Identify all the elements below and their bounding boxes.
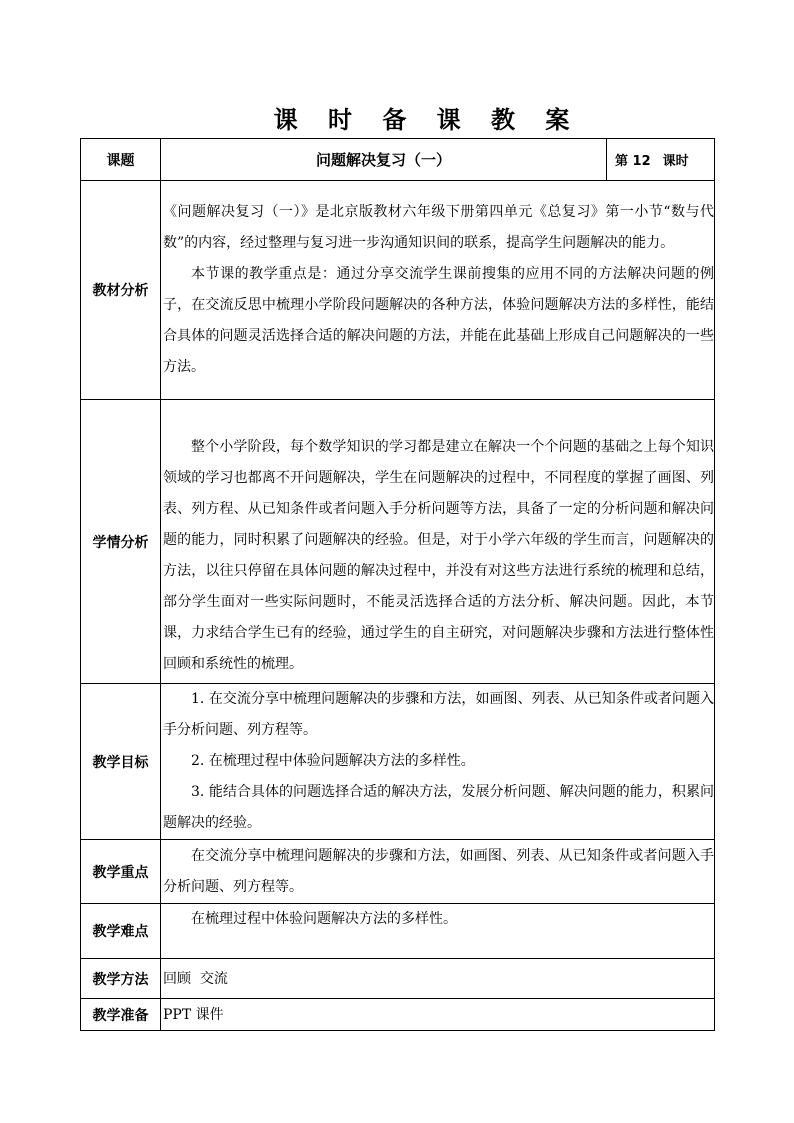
objective-item: 1. 在交流分享中梳理问题解决的步骤和方法，如画图、列表、从已知条件或者问题入手分析问题、列方程等。 [163,691,714,738]
topic-value: 问题解决复习（一） [161,139,607,181]
objectives-row [81,684,715,840]
difficulties-text: 在梳理过程中体验问题解决方法的多样性。 [191,911,457,927]
lesson-suffix: 课时 [662,154,689,169]
preparation-text: PPT 课件 [163,1006,224,1023]
textbook-analysis-label: 教材分析 [81,181,161,400]
methods-content [161,959,715,999]
student-analysis-paragraph: 整个小学阶段，每个数学知识的学习都是建立在解决一个个问题的基础之上每个知识领域的学习也都离不开问题解决，学生在问题解决的过程中，不同程度的掌握了画图、列表、列方程、从已知条件或者问题入手分析问题等方法，具备了一定的分析问题和解决问题的能力，同时积累了问题解决的经验。但是，对于小学六年级的学生而言，问题解决的方法，以往只停留在具体问题的解决过程中，并没有对这些方法进行系统的梳理和总结，部分学生面对一些实际问题时，不能灵活选择合适的方法分析、解决问题。因此，本节课，力求结合学生已有的经验，通过学生的自主研究，对问题解决步骤和方法进行整体性回顾和系统性的梳理。 [163,438,714,672]
preparation-row [81,999,715,1031]
topic-row [81,139,715,181]
textbook-analysis-paragraph: 本节课的教学重点是：通过分享交流学生课前搜集的应用不同的方法解决问题的例子，在交流反思中梳理小学阶段问题解决的各种方法，体验问题解决方法的多样性，能结合具体的问题灵活选择合适的解决问题的方法，并能在此基础上形成自己问题解决的一些方法。 [163,266,714,375]
objective-item: 3. 能结合具体的问题选择合适的解决方法，发展分析问题、解决问题的能力，积累问题解决的经验。 [163,784,714,831]
lesson-number [607,139,715,181]
objectives-content [161,684,715,840]
difficulties-content [161,904,715,959]
preparation-content [161,999,715,1031]
key-points-text: 在交流分享中梳理问题解决的步骤和方法，如画图、列表、从已知条件或者问题入手分析问题、列方程等。 [163,847,714,895]
key-points-content [161,840,715,904]
key-points-label: 教学重点 [81,840,161,904]
textbook-analysis-content [161,181,715,400]
student-analysis-label: 学情分析 [81,400,161,684]
textbook-analysis-paragraph: 《问题解决复习（一）》是北京版教材六年级下册第四单元《总复习》第一小节“数与代数”的内容，经过整理与复习进一步沟通知识间的联系，提高学生问题解决的能力。 [163,204,714,251]
preparation-label: 教学准备 [81,999,161,1031]
difficulties-row [81,904,715,959]
lesson-plan-table [80,138,715,1031]
student-analysis-row [81,400,715,684]
textbook-analysis-row [81,181,715,400]
objective-item: 2. 在梳理过程中体验问题解决方法的多样性。 [191,753,475,769]
methods-text: 回顾 交流 [163,970,228,987]
lesson-prefix: 第 12 [615,154,651,169]
objectives-label: 教学目标 [81,684,161,840]
methods-row [81,959,715,999]
student-analysis-content [161,400,715,684]
methods-label: 教学方法 [81,959,161,999]
difficulties-label: 教学难点 [81,904,161,959]
page-title: 课 时 备 课 教 案 [273,106,581,134]
key-points-row [81,840,715,904]
topic-label: 课题 [81,139,161,181]
